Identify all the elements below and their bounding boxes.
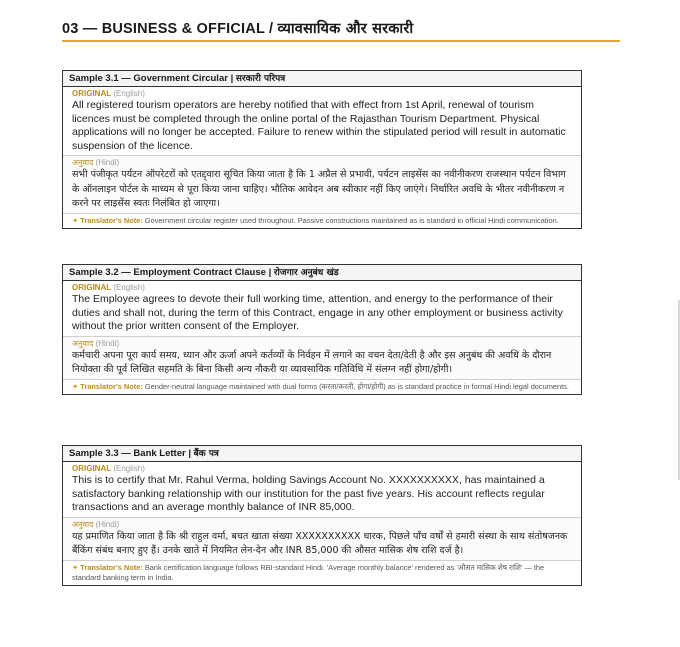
- translation-label: अनुवाद (Hindi): [72, 519, 120, 529]
- sample-card: [62, 264, 582, 395]
- original-section: [63, 281, 581, 337]
- sample-sep: —: [121, 267, 131, 278]
- page-header: [62, 18, 620, 42]
- translation-section: [63, 337, 581, 380]
- sample-card: [62, 70, 582, 229]
- note-label: Translator's Note:: [80, 215, 143, 225]
- section-title-en: BUSINESS & OFFICIAL: [101, 21, 265, 37]
- sample-header: [63, 71, 581, 87]
- original-label: ORIGINAL (English): [72, 89, 145, 98]
- star-icon: ✦: [72, 563, 79, 573]
- note-label: Translator's Note:: [80, 563, 143, 573]
- sample-id: Sample 3.3: [69, 448, 119, 459]
- translation-label: अनुवाद (Hindi): [72, 338, 120, 348]
- note-label: Translator's Note:: [80, 382, 143, 392]
- translation-text: यह प्रमाणित किया जाता है कि श्री राहुल वर्मा, बचत खाता संख्या XXXXXXXXXX धारक, पिछले पाँच वर्षों से हमारी संस्था के साथ संतोषजनक बैंकिंग संबंध बनाए हुए हैं। उनके खाते में नियमित लेन-देन और INR 85,000 की औसत मासिक शेष राशि दर्ज है।: [72, 530, 568, 556]
- original-label: ORIGINAL (English): [72, 464, 145, 473]
- page-title: [62, 18, 620, 38]
- sample-title-en: Government Circular: [133, 73, 228, 84]
- sample-sep: —: [121, 448, 131, 459]
- translator-note: [63, 214, 581, 228]
- translator-note: [63, 380, 581, 394]
- sample-title-en: Employment Contract Clause: [133, 267, 266, 278]
- star-icon: ✦: [72, 215, 79, 225]
- translation-text: सभी पंजीकृत पर्यटन ऑपरेटरों को एतद्द्वारा सूचित किया जाता है कि 1 अप्रैल से प्रभावी, पर्यटन लाइसेंस का नवीनीकरण राजस्थान पर्यटन विभाग के ऑनलाइन पोर्टल के माध्यम से पूरा किया जाना चाहिए। भौतिक आवेदन अब स्वीकार नहीं किए जाएंगे। निर्धारित अवधि के भीतर नवीनीकरण न करने पर लाइसेंस स्वतः निलंबित हो जाएगा।: [72, 169, 566, 209]
- sample-title-hi: बैंक पत्र: [193, 449, 219, 459]
- translation-section: [63, 156, 581, 214]
- note-text: Government circular register used throughout. Passive constructions maintained as is standard in official Hindi communication.: [144, 215, 559, 225]
- sample-title-hi: रोजगार अनुबंध खंड: [273, 268, 339, 278]
- translator-note: [63, 561, 581, 585]
- sample-card: [62, 445, 582, 586]
- original-section: [63, 87, 581, 156]
- note-text: Gender-neutral language maintained with dual forms (करता/करती, होगा/होगी) as is standard practice in formal Hindi legal documents.: [144, 382, 569, 392]
- original-text: This is to certify that Mr. Rahul Verma, holding Savings Account No. XXXXXXXXXX, has maintained a satisfactory banking relationship with our institution for the past five years. His account reflects regular transactions and an average monthly balance of INR 85,000.: [72, 474, 545, 514]
- sample-bar: |: [268, 267, 272, 278]
- section-title-hi: व्यावसायिक और सरकारी: [277, 21, 414, 37]
- title-slash: /: [268, 21, 274, 37]
- sample-id: Sample 3.2: [69, 267, 119, 278]
- sample-id: Sample 3.1: [69, 73, 119, 84]
- original-text: All registered tourism operators are hereby notified that with effect from 1st April, renewal of tourism licences must be completed through the online portal of the Rajasthan Tourism Department. Physical applications will no longer be accepted. Failure to renew within the stipulated period will result in automatic suspension of the licence.: [72, 99, 566, 152]
- sample-title-hi: सरकारी परिपत्र: [235, 74, 286, 84]
- translation-text: कर्मचारी अपना पूरा कार्य समय, ध्यान और ऊर्जा अपने कर्तव्यों के निर्वहन में लगाने का वचन देता/देती है और इस अनुबंध की अवधि के दौरान नियोक्ता की पूर्व लिखित सहमति के बिना किसी अन्य नौकरी या व्यावसायिक गतिविधि में संलग्न नहीं होगा/होगी।: [72, 349, 552, 375]
- note-text: Bank certification language follows RBI-standard Hindi. 'Average monthly balance' rendered as 'औसत मासिक शेष राशि' — the standard banking term in India.: [72, 563, 545, 583]
- original-text: The Employee agrees to devote their full working time, attention, and energy to the performance of their duties and shall not, during the term of this Contract, engage in any other employment or business activity without the prior written consent of the Employer.: [72, 293, 563, 333]
- translation-label: अनुवाद (Hindi): [72, 158, 120, 168]
- sample-header: [63, 446, 581, 462]
- translation-section: [63, 518, 581, 561]
- original-section: [63, 462, 581, 518]
- sample-header: [63, 265, 581, 281]
- title-dash: —: [82, 21, 98, 37]
- sample-title-en: Bank Letter: [133, 448, 186, 459]
- sample-bar: |: [188, 448, 191, 459]
- star-icon: ✦: [72, 382, 79, 392]
- sample-bar: |: [230, 73, 234, 84]
- section-number: 03: [62, 21, 79, 37]
- original-label: ORIGINAL (English): [72, 283, 145, 292]
- sample-sep: —: [121, 73, 131, 84]
